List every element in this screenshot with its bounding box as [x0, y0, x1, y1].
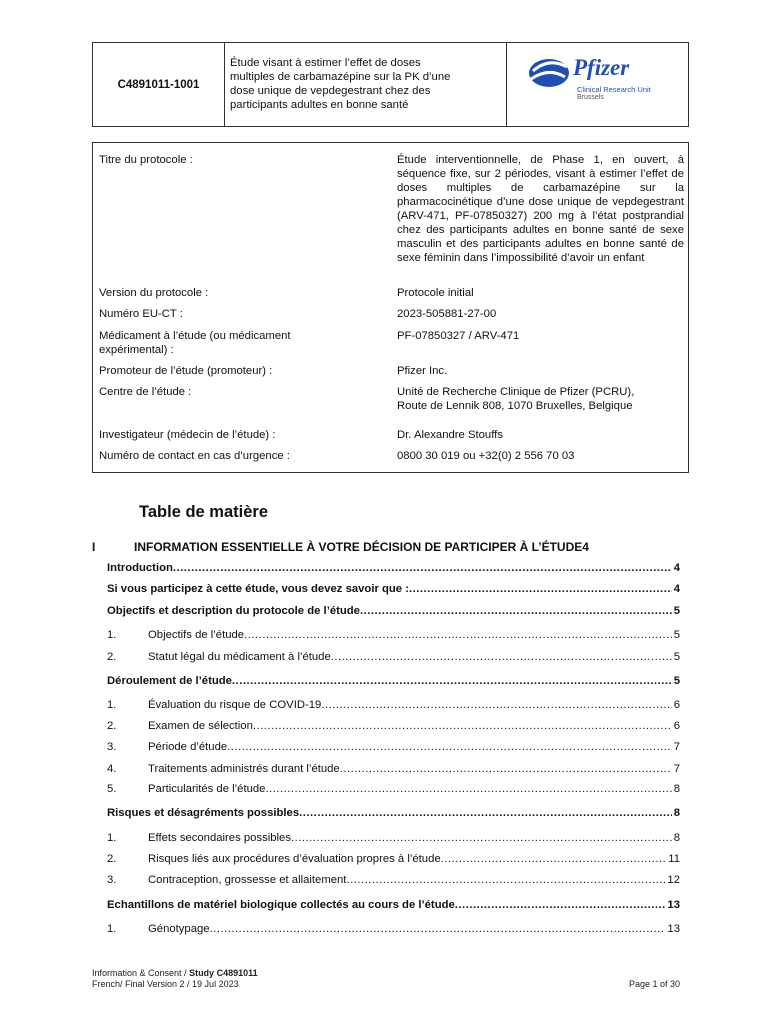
toc-entry-label: Traitements administrés durant l’étude [148, 763, 340, 775]
pfizer-logo [507, 43, 688, 126]
investigator-label: Investigateur (médecin de l’étude) : [99, 429, 276, 441]
toc-entry-page: 12 [667, 874, 680, 886]
study-title-line: multiples de carbamazépine sur la PK d’une [230, 71, 451, 83]
toc-entry-label: Contraception, grossesse et allaitement [148, 874, 347, 886]
toc-entry-number: 1. [107, 629, 117, 641]
emergency-contact-label: Numéro de contact en cas d’urgence : [99, 450, 290, 462]
toc-entry-page: 8 [673, 832, 680, 844]
toc-entry[interactable] [107, 650, 680, 664]
footer-line-2: French/ Final Version 2 / 19 Jul 2023 [92, 979, 239, 989]
toc-entry-label: Si vous participez à cette étude, vous devez savoir que : [107, 583, 409, 595]
toc-entry-page: 7 [673, 741, 680, 753]
toc-entry-label: Examen de sélection [148, 720, 253, 732]
toc-entry-page: 6 [673, 699, 680, 711]
study-drug-value: PF-07850327 / ARV-471 [397, 330, 520, 342]
protocol-title-label: Titre du protocole : [99, 154, 193, 166]
toc-entry-label: Effets secondaires possibles [148, 832, 291, 844]
study-title-line: dose unique de vepdegestrant chez des [230, 85, 431, 97]
pfizer-logo-location: Brussels [577, 94, 604, 101]
protocol-version-value: Protocole initial [397, 287, 474, 299]
sponsor-label: Promoteur de l’étude (promoteur) : [99, 365, 273, 377]
pfizer-logo-name: Pfizer [573, 55, 630, 80]
toc-entry-number: 4. [107, 763, 117, 775]
toc-entry[interactable] [107, 782, 680, 796]
toc-entry-label: Génotypage [148, 923, 210, 935]
study-title [224, 43, 507, 126]
toc-entry-number: 5. [107, 783, 117, 795]
toc-section-number: I [92, 540, 96, 554]
investigator-value: Dr. Alexandre Stouffs [397, 429, 503, 441]
toc-section-title: INFORMATION ESSENTIELLE À VOTRE DÉCISION DE PARTICIPER À L’ÉTUDE4 [134, 540, 589, 554]
toc-entry[interactable] [107, 698, 680, 712]
study-center-value [397, 385, 684, 413]
pfizer-logo-subtitle: Clinical Research Unit [577, 85, 651, 94]
toc-entry-page: 7 [673, 763, 680, 775]
toc-entry-label: Risques et désagréments possibles [107, 807, 300, 819]
toc-entry-label: Objectifs de l’étude [148, 629, 245, 641]
toc-entry[interactable] [107, 762, 680, 776]
toc-entry-number: 2. [107, 651, 117, 663]
toc-entry-page: 13 [667, 899, 680, 911]
toc-entry[interactable] [107, 898, 680, 912]
toc-entry-page: 13 [667, 923, 680, 935]
euct-number-value: 2023-505881-27-00 [397, 308, 497, 320]
toc-entry-label: Déroulement de l’étude [107, 675, 232, 687]
toc-entry-page: 6 [673, 720, 680, 732]
toc-entry-page: 5 [673, 605, 680, 617]
sponsor-value: Pfizer Inc. [397, 365, 448, 377]
study-drug-label: Médicament à l’étude (ou médicament expérimental) : [99, 330, 291, 356]
toc-entry-number: 3. [107, 741, 117, 753]
pfizer-logo-mark-icon [527, 53, 571, 93]
toc-entry-number: 1. [107, 699, 117, 711]
study-title-line: Étude visant à estimer l’effet de doses [230, 57, 421, 69]
protocol-info-table [92, 142, 689, 473]
toc-title: Table de matière [139, 503, 268, 521]
toc-entry[interactable] [107, 740, 680, 754]
toc-entry[interactable] [107, 674, 680, 688]
toc-entry-label: Période d’étude [148, 741, 228, 753]
toc-entry[interactable] [107, 561, 680, 575]
toc-entry-number: 2. [107, 853, 117, 865]
toc-entry[interactable] [107, 719, 680, 733]
study-center-line: Unité de Recherche Clinique de Pfizer (PCRU), [397, 386, 635, 398]
toc-entry-label: Statut légal du médicament à l’étude [148, 651, 331, 663]
toc-entry-page: 8 [673, 783, 680, 795]
document-header [92, 42, 689, 127]
page-footer [92, 968, 258, 990]
toc-entry-label: Objectifs et description du protocole de l’étude [107, 605, 360, 617]
toc-entry[interactable] [107, 922, 680, 936]
toc-entry-label: Echantillons de matériel biologique collectés au cours de l’étude [107, 899, 455, 911]
toc-entry-number: 2. [107, 720, 117, 732]
toc-entry[interactable] [107, 582, 680, 596]
toc-entry[interactable] [107, 628, 680, 642]
toc-entry-page: 11 [668, 853, 680, 865]
footer-line-1: Information & Consent / Study C4891011 [92, 968, 258, 978]
toc-entry-page: 5 [673, 629, 680, 641]
emergency-contact-value: 0800 30 019 ou +32(0) 2 556 70 03 [397, 450, 575, 462]
study-code: C4891011-1001 [93, 43, 225, 126]
toc-entry-page: 8 [673, 807, 680, 819]
protocol-version-label: Version du protocole : [99, 287, 209, 299]
toc-entry-label: Particularités de l’étude [148, 783, 266, 795]
toc-entry-number: 3. [107, 874, 117, 886]
toc-entry[interactable] [107, 604, 680, 618]
protocol-title-value: Étude interventionnelle, de Phase 1, en ouvert, à séquence fixe, sur 2 périodes, visant à estimer l’effet de doses multiples de carbamazépine sur la pharmacocinétique d’une dose unique de vepdegestrant (ARV-471, PF-07850327) 200 mg à l’état postprandial chez des participants adultes en bonne santé de sexe masculin et des participants adultes en bonne santé de sexe féminin dans l’impossibilité d’avoir un enfant [397, 154, 684, 264]
toc-entry[interactable] [107, 831, 680, 845]
toc-entry-label: Introduction [107, 562, 173, 574]
toc-entry-page: 4 [673, 562, 680, 574]
toc-entry[interactable] [107, 852, 680, 866]
page-number: Page 1 of 30 [628, 979, 680, 989]
toc-entry-number: 1. [107, 832, 117, 844]
study-center-line: Route de Lennik 808, 1070 Bruxelles, Belgique [397, 400, 633, 412]
toc-entry-label: Évaluation du risque de COVID-19 [148, 699, 322, 711]
toc-entry-page: 5 [673, 675, 680, 687]
euct-number-label: Numéro EU-CT : [99, 308, 183, 320]
toc-entry[interactable] [107, 873, 680, 887]
study-center-label: Centre de l’étude : [99, 386, 192, 398]
toc-entry-number: 1. [107, 923, 117, 935]
study-title-line: participants adultes en bonne santé [230, 99, 409, 111]
toc-entry-label: Risques liés aux procédures d’évaluation propres à l’étude [148, 853, 441, 865]
toc-entry[interactable] [107, 806, 680, 820]
toc-entry-page: 5 [673, 651, 680, 663]
toc-entry-page: 4 [673, 583, 680, 595]
